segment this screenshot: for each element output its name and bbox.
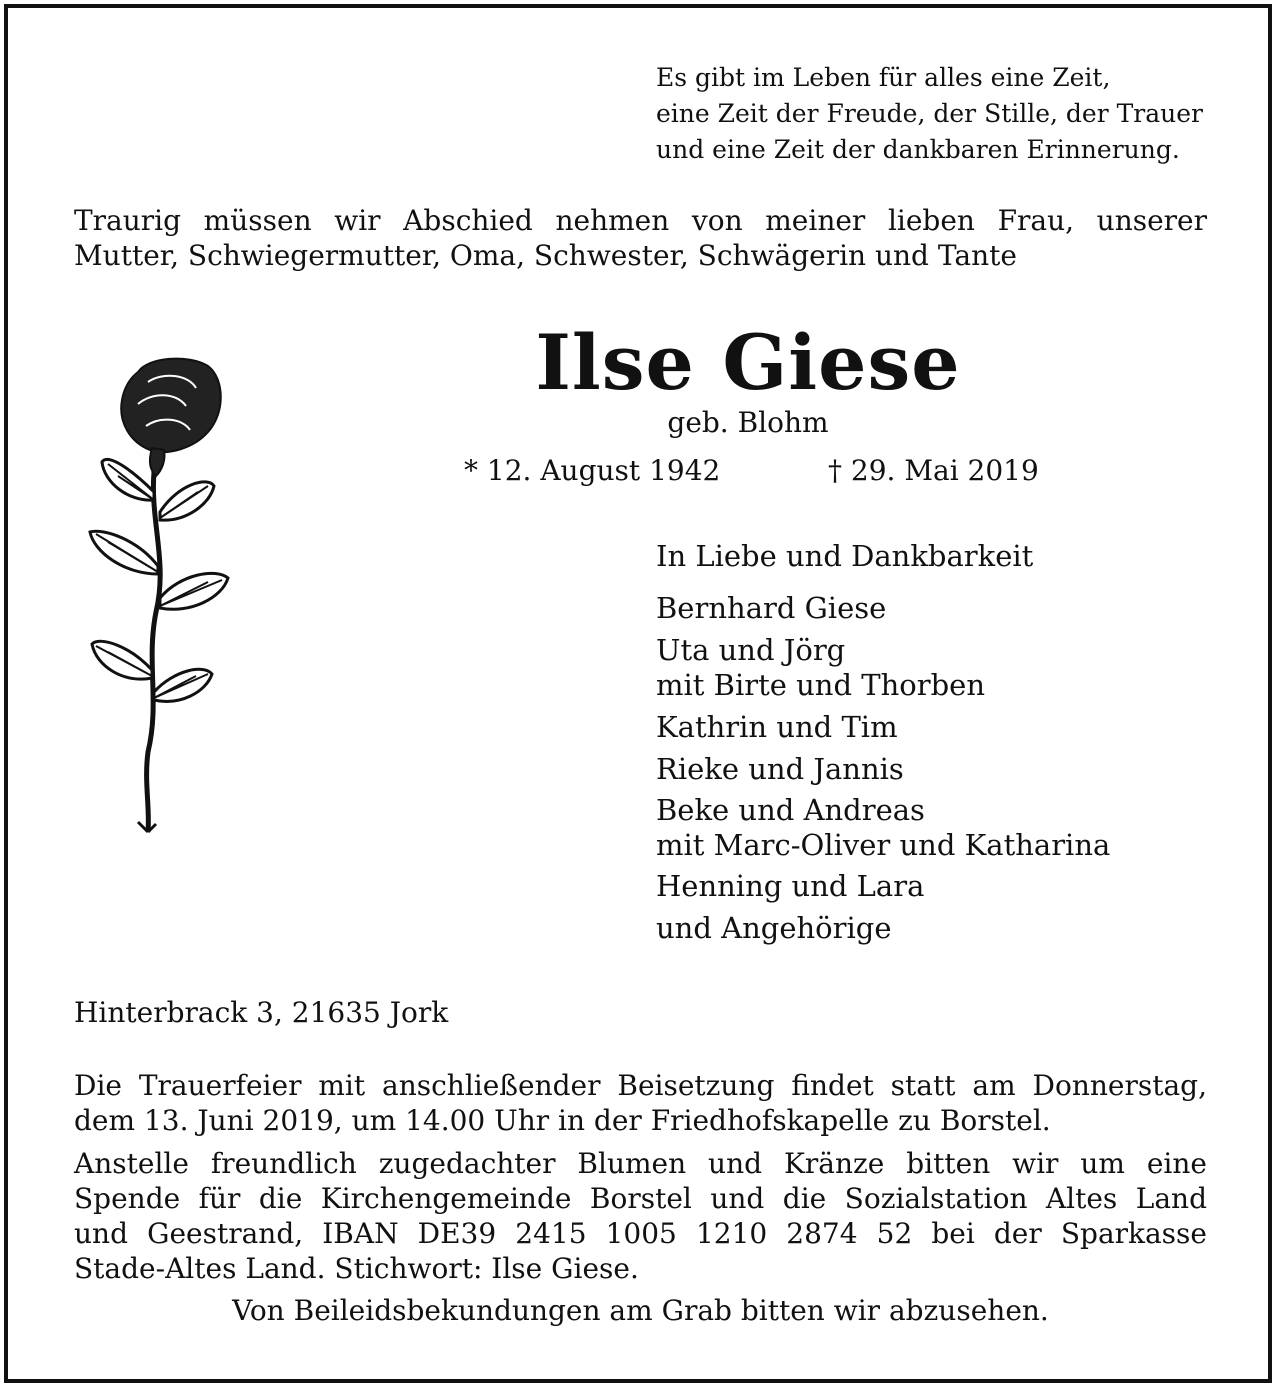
death-date: † 29. Mai 2019 bbox=[828, 454, 1039, 487]
donation-line: Stade-Altes Land. Stichwort: Ilse Giese. bbox=[74, 1252, 639, 1285]
motto-verse bbox=[656, 60, 1203, 168]
dedication: In Liebe und Dankbarkeit bbox=[656, 539, 1034, 573]
donation-line: und Geestrand, IBAN DE39 2415 1005 1210 2874 52 bei der Sparkasse bbox=[74, 1217, 1207, 1250]
ceremony-line: Die Trauerfeier mit anschließender Beisetzung findet statt am Donnerstag, bbox=[74, 1069, 1207, 1102]
family-entry: mit Birte und Thorben bbox=[656, 668, 986, 702]
family-entry: Rieke und Jannis bbox=[656, 752, 904, 786]
maiden-name: geb. Blohm bbox=[667, 406, 829, 439]
motto-line: eine Zeit der Freude, der Stille, der Trauer bbox=[656, 99, 1203, 128]
birth-date: * 12. August 1942 bbox=[464, 454, 721, 487]
family-entry: und Angehörige bbox=[656, 911, 892, 945]
motto-line: und eine Zeit der dankbaren Erinnerung. bbox=[656, 135, 1180, 164]
family-entry: Beke und Andreas bbox=[656, 793, 925, 827]
closing-note: Von Beileidsbekundungen am Grab bitten wir abzusehen. bbox=[232, 1294, 1049, 1327]
motto-line: Es gibt im Leben für alles eine Zeit, bbox=[656, 63, 1111, 92]
deceased-name: Ilse Giese bbox=[535, 318, 961, 407]
family-entry: Henning und Lara bbox=[656, 869, 925, 903]
rose-icon bbox=[78, 352, 238, 842]
family-entry: Kathrin und Tim bbox=[656, 710, 898, 744]
family-entry: Bernhard Giese bbox=[656, 591, 887, 625]
intro-line: Traurig müssen wir Abschied nehmen von meiner lieben Frau, unserer bbox=[74, 204, 1207, 237]
donation-line: Spende für die Kirchengemeinde Borstel und die Sozialstation Altes Land bbox=[74, 1182, 1207, 1215]
family-entry: mit Marc-Oliver und Katharina bbox=[656, 828, 1111, 862]
family-entry: Uta und Jörg bbox=[656, 633, 846, 667]
intro-line: Mutter, Schwiegermutter, Oma, Schwester, Schwägerin und Tante bbox=[74, 239, 1017, 272]
ceremony-line: dem 13. Juni 2019, um 14.00 Uhr in der Friedhofskapelle zu Borstel. bbox=[74, 1104, 1051, 1137]
address: Hinterbrack 3, 21635 Jork bbox=[74, 996, 449, 1029]
donation-line: Anstelle freundlich zugedachter Blumen und Kränze bitten wir um eine bbox=[74, 1147, 1207, 1180]
